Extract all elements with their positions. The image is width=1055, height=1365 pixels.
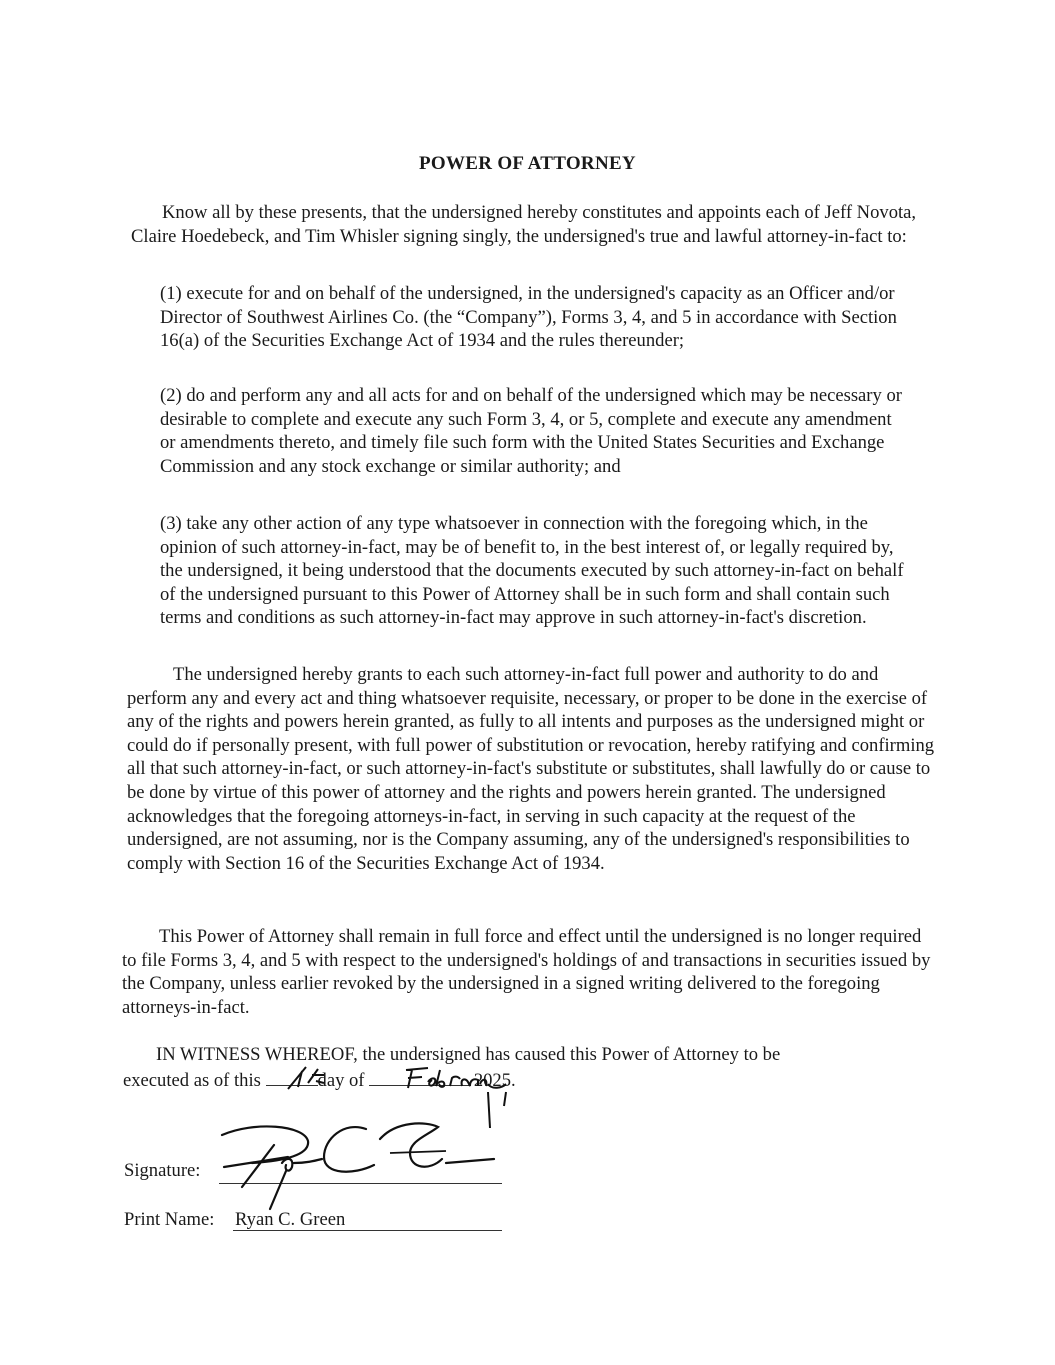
grant-paragraph: The undersigned hereby grants to each such attorney-in-fact full power and authority to do and perform any and every act and thing whatsoever requisite, necessary, or proper to be done in the exercise of any of the rights and powers herein granted, as fully to all intents and purposes as the undersigned might or could do if personally present, with full power of substitution or revocation, hereby ratifying and confirming all that such attorney-in-fact, or such attorney-in-fact's substitute or substitutes, shall lawfully do or cause to be done by virtue of this power of attorney and the rights and powers herein granted. The undersigned acknowledges that the foregoing attorneys-in-fact, in serving in such capacity at the request of the undersigned, are not assuming, nor is the Company assuming, any of the undersigned's responsibilities to comply with Section 16 of the Securities Exchange Act of 1934. [127,664,935,874]
intro-paragraph: Know all by these presents, that the undersigned hereby constitutes and appoints each of Jeff Novota, Claire Hoedebeck, and Tim Whisler signing singly, the undersigned's true and lawful attorney-in-fact to: [131,202,917,247]
day-label: day of [317,1069,365,1091]
clause-2: (2) do and perform any and all acts for and on behalf of the undersigned which may be necessary or desirable to complete and execute any such Form 3, 4, or 5, complete and execute any amendment or amendments thereto, and timely file such form with the United States Securities and Exchange Commission and any stock exchange or similar authority; and [160,385,902,477]
year-text: 2025. [473,1069,516,1091]
clause-3: (3) take any other action of any type whatsoever in connection with the foregoing which, in the opinion of such attorney-in-fact, may be of benefit to, in the best interest of, or legally required by, the undersigned, it being understood that the documents executed by such attorney-in-fact on behalf of the undersigned pursuant to this Power of Attorney shall be in such form and shall contain such terms and conditions as such attorney-in-fact may approve in such attorney-in-fact's discretion. [160,513,904,629]
print-name-value: Ryan C. Green [235,1209,346,1230]
witness-line-1: IN WITNESS WHEREOF, the undersigned has caused this Power of Attorney to be [156,1044,781,1065]
clause-1: (1) execute for and on behalf of the undersigned, in the undersigned's capacity as an Officer and/or Director of Southwest Airlines Co. (the “Company”), Forms 3, 4, and 5 in accordance with Section 16(a) of the Securities Exchange Act of 1934 and the rules thereunder; [160,283,897,352]
print-name-label: Print Name: [124,1209,215,1230]
executed-prefix: executed as of this [123,1069,261,1091]
signature-label: Signature: [124,1160,201,1181]
signature-image [214,1115,504,1215]
print-name-line [233,1230,502,1231]
document-title: POWER OF ATTORNEY [419,153,636,174]
handwritten-day [284,1063,344,1093]
term-paragraph: This Power of Attorney shall remain in full force and effect until the undersigned is no longer required to file Forms 3, 4, and 5 with respect to the undersigned's holdings of and transactions in securities issued by the Company, unless earlier revoked by the undersigned in a signed writing delivered to the foregoing attorneys-in-fact. [122,926,931,1018]
